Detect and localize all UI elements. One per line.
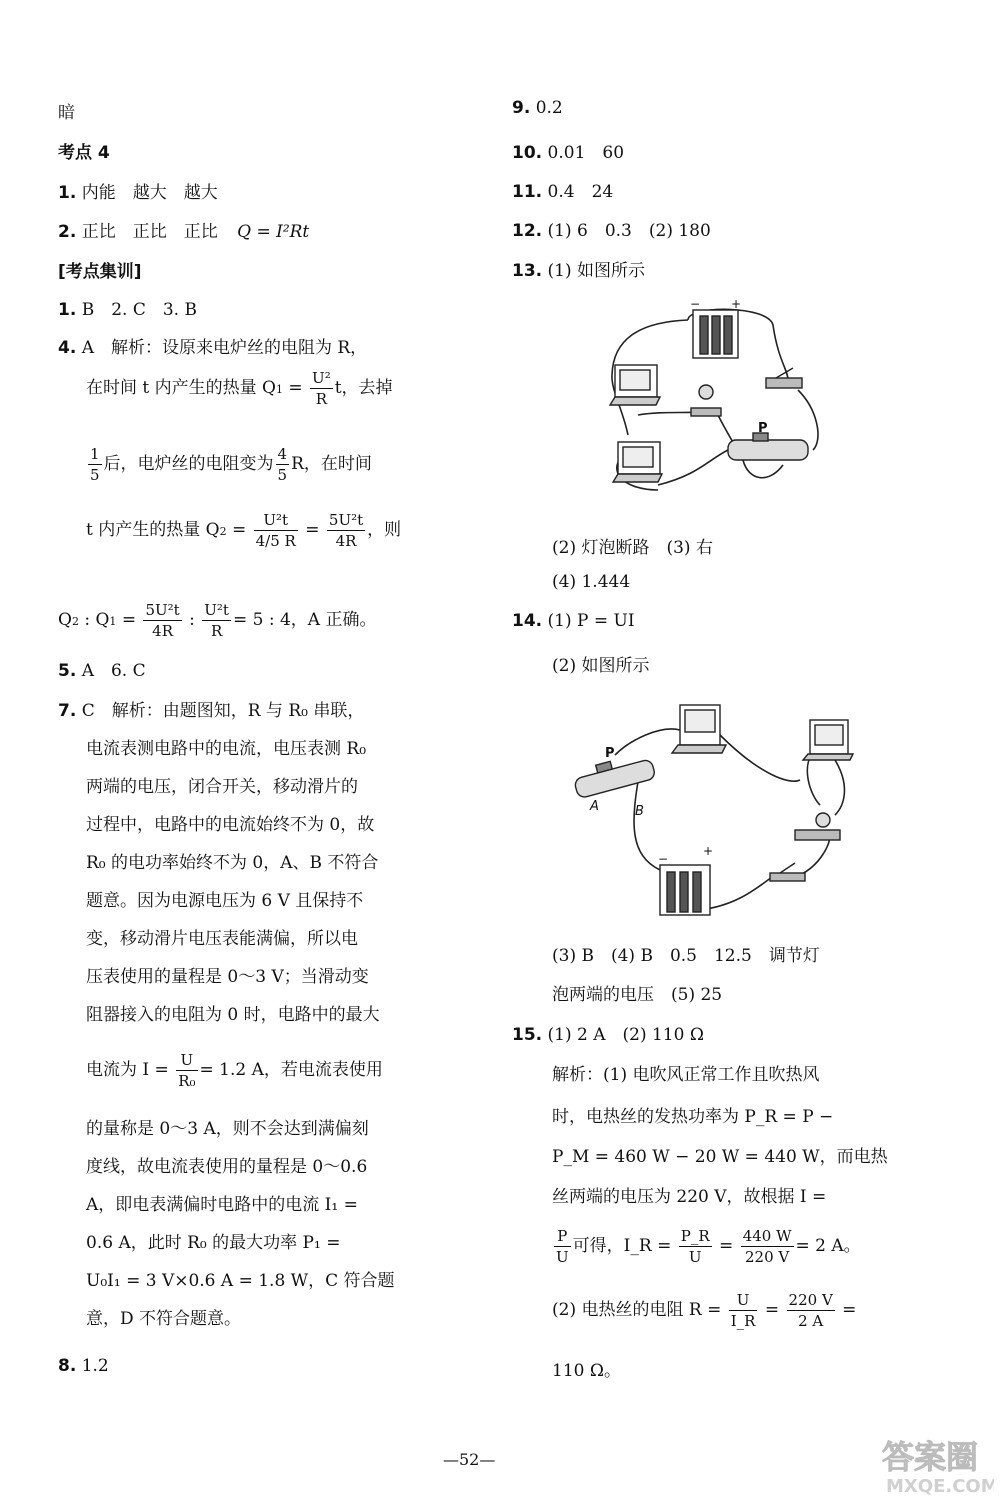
answer-1-3: 1. B 2. C 3. B <box>58 300 197 320</box>
circuit-diagram-13 <box>598 300 838 500</box>
kaodian-heading: 考点 4 <box>58 143 110 163</box>
answer-12: 12. (1) 6 0.3 (2) 180 <box>512 221 711 241</box>
terminal-label-a: A <box>590 799 599 814</box>
answer-15-line2: 解析：(1) 电吹风正常工作且吹热风 <box>552 1065 820 1085</box>
terminal-label-b: B <box>635 804 644 819</box>
answer-7-line3: 两端的电压，闭合开关，移动滑片的 <box>86 777 358 797</box>
svg-text:+: + <box>731 300 742 311</box>
svg-text:MXQE.COM: MXQE.COM <box>886 1476 994 1497</box>
svg-text:−: − <box>658 852 669 866</box>
answer-5-6: 5. A 6. C <box>58 661 146 681</box>
answer-9: 9. 0.2 <box>512 98 563 118</box>
fraction-u-r0: $\frac{U}{\text{R₀}}$ <box>178 1051 196 1090</box>
fraction-1-5: $\frac{1}{5}$ <box>90 445 100 484</box>
answer-1: 1. 内能 越大 越大 <box>58 183 218 203</box>
answer-7-line15: U₀I₁ = 3 V×0.6 A = 1.8 W，C 符合题 <box>86 1271 395 1291</box>
answer-7-line8: 压表使用的量程是 0～3 V；当滑动变 <box>86 967 369 987</box>
answer-7-line2: 电流表测电路中的电流，电压表测 R₀ <box>86 739 367 759</box>
answer-15-line8: 110 Ω。 <box>552 1361 621 1381</box>
answer-15-line7: (2) 电热丝的电阻 R = $\frac{U}{I\_R}$ = $\frac{220 V}{2 A}$ = <box>552 1291 857 1330</box>
answer-2: 2. 正比 正比 正比 Q = I²Rt <box>58 222 310 242</box>
answer-7-line11: 的量称是 0～3 A，则不会达到满偏刻 <box>86 1119 369 1139</box>
text-an: 暗 <box>58 103 75 123</box>
answer-7-line1: 7. C 解析：由题图知，R 与 R₀ 串联， <box>58 701 365 721</box>
page-number: —52— <box>443 1450 496 1469</box>
answer-7-line7: 变，移动滑片电压表能满偏，所以电 <box>86 929 358 949</box>
answer-13-line2: (2) 灯泡断路 (3) 右 <box>552 538 713 558</box>
svg-text:+: + <box>703 844 714 858</box>
fraction-u-ir: $\frac{U}{I\_R}$ <box>730 1291 756 1330</box>
answer-8: 8. 1.2 <box>58 1356 109 1376</box>
answer-7-line6: 题意。因为电源电压为 6 V 且保持不 <box>86 891 364 911</box>
answer-15: 15. (1) 2 A (2) 110 Ω <box>512 1025 704 1045</box>
answer-14-line3: (3) B (4) B 0.5 12.5 调节灯 <box>552 946 820 966</box>
svg-text:−: − <box>690 300 701 311</box>
answer-7-line4: 过程中，电路中的电流始终不为 0，故 <box>86 815 375 835</box>
answer-15-line5: 丝两端的电压为 220 V，故根据 I = <box>552 1187 827 1207</box>
answer-7-line10: 电流为 I = $\frac{U}{\text{R₀}}$ = 1.2 A，若电流表使用 <box>86 1051 383 1090</box>
answer-4-line2: 在时间 t 内产生的热量 Q1 = $\frac{\text{U²}}{R}$ t，去掉 <box>86 369 393 408</box>
answer-7-line14: 0.6 A，此时 R₀ 的最大功率 P₁ = <box>86 1233 341 1253</box>
answer-11: 11. 0.4 24 <box>512 182 614 202</box>
fraction-220v-2a: $\frac{220 V}{2 A}$ <box>788 1291 833 1330</box>
answer-14-line2: (2) 如图所示 <box>552 656 650 676</box>
answer-7-line9: 阻器接入的电阻为 0 时，电路中的最大 <box>86 1005 380 1025</box>
fraction-5u2t-4r: $\frac{\text{5U²t}}{4R}$ <box>328 511 364 550</box>
svg-text:答案圈: 答案圈 <box>882 1438 979 1476</box>
answer-14: 14. (1) P = UI <box>512 611 635 631</box>
answer-13-line3: (4) 1.444 <box>552 572 631 592</box>
slider-label-p2: P <box>605 746 615 761</box>
answer-13: 13. (1) 如图所示 <box>512 261 646 281</box>
answer-4-line4: t 内产生的热量 Q2 = $\frac{\text{U²t}}{4/5 R}$ = $\frac{\text{5U²t}}{4R}$ ，则 <box>86 511 402 550</box>
circuit-diagram-14 <box>560 695 880 925</box>
fraction-4-5: $\frac{4}{5}$ <box>277 445 288 484</box>
watermark-icon <box>874 1430 994 1500</box>
section-heading: [考点集训] <box>58 262 142 282</box>
fraction-440w-220v: $\frac{440 W}{220 V}$ <box>742 1227 792 1266</box>
answer-4-line3: $\frac{1}{5}$ 后，电炉丝的电阻变为 $\frac{4}{5}$ R，在时间 <box>90 445 372 484</box>
slider-label-p: P <box>758 421 768 436</box>
fraction-u2-r: $\frac{\text{U²}}{R}$ <box>312 369 331 408</box>
answer-4-line1: 4. A 解析：设原来电炉丝的电阻为 R， <box>58 338 368 358</box>
answer-7-line5: R₀ 的电功率始终不为 0，A、B 不符合 <box>86 853 379 873</box>
fraction-p-u: $\frac{P}{U}$ <box>556 1227 569 1266</box>
answer-4-line5: Q2 : Q1 = $\frac{\text{5U²t}}{4R}$ : $\frac{\text{U²t}}{R}$ = 5 : 4，A 正确。 <box>58 601 377 640</box>
fraction-pr-u: $\frac{P\_R}{U}$ <box>680 1227 710 1266</box>
answer-10: 10. 0.01 60 <box>512 143 625 163</box>
answer-7-line13: A，即电表满偏时电路中的电流 I₁ = <box>86 1195 358 1215</box>
answer-7-line16: 意，D 不符合题意。 <box>86 1309 242 1329</box>
answer-15-line6: $\frac{P}{U}$ 可得，I_R = $\frac{P\_R}{U}$ = $\frac{440 W}{220 V}$ = 2 A。 <box>556 1227 861 1266</box>
watermark-logo <box>874 1430 994 1500</box>
answer-14-line4: 泡两端的电压 (5) 25 <box>552 985 723 1005</box>
answer-15-line3: 时，电热丝的发热功率为 P_R = P − <box>552 1107 834 1127</box>
fraction-u2t-45r: $\frac{\text{U²t}}{4/5 R}$ <box>255 511 296 550</box>
answer-15-line4: P_M = 460 W − 20 W = 440 W，而电热 <box>552 1147 888 1167</box>
answer-7-line12: 度线，故电流表使用的量程是 0～0.6 <box>86 1157 368 1177</box>
